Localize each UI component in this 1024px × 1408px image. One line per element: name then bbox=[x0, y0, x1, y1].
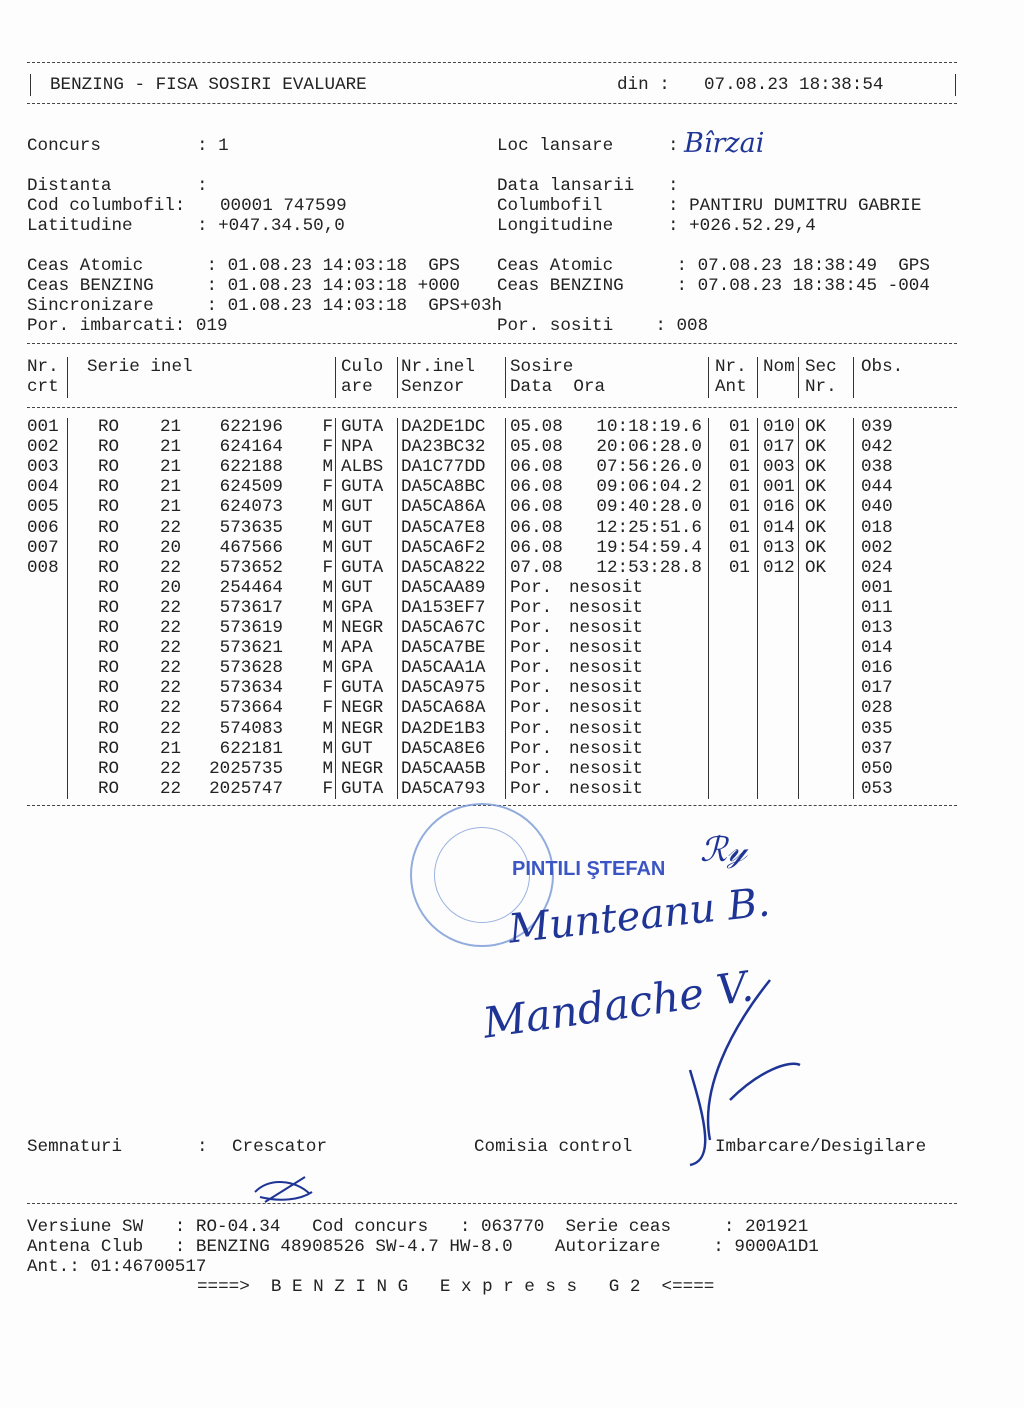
cod-label: Cod columbofil: bbox=[27, 196, 186, 216]
cell-arrival-date: Por. bbox=[510, 678, 553, 699]
cell-ring-number: 573664 bbox=[219, 698, 283, 719]
cell-obs: 014 bbox=[861, 638, 893, 659]
cell-ring-number: 574083 bbox=[219, 718, 283, 739]
cell-color: APA bbox=[341, 638, 373, 659]
cell-country: RO bbox=[98, 718, 120, 739]
cell-obs: 028 bbox=[861, 698, 893, 719]
cell-sex: M bbox=[322, 738, 333, 759]
column-divider bbox=[397, 357, 398, 398]
cell-nom: 010 bbox=[763, 417, 795, 437]
cell-arrival-time: 09:40:28.0 bbox=[596, 497, 702, 518]
cell-nr-ant: 01 bbox=[728, 437, 750, 458]
cell-country: RO bbox=[98, 597, 120, 618]
cell-sex: M bbox=[322, 618, 333, 638]
cell-ring-number: 573628 bbox=[219, 658, 283, 679]
cell-sensor: DA153EF7 bbox=[401, 597, 486, 618]
cell-color: GUT bbox=[341, 577, 373, 598]
cell-sensor: DA5CAA1A bbox=[401, 658, 486, 679]
cell-arrival-time: nesosit bbox=[569, 698, 643, 719]
cell-arrival-date: 06.08 bbox=[510, 457, 563, 478]
cell-arrival-time: 10:18:19.6 bbox=[596, 417, 702, 437]
cell-sex: F bbox=[322, 557, 333, 578]
cell-obs: 001 bbox=[861, 577, 893, 598]
cell-color: NEGR bbox=[341, 758, 384, 779]
concurs-value: : 1 bbox=[197, 136, 229, 156]
cell-color: NPA bbox=[341, 437, 373, 458]
cell-year: 20 bbox=[160, 577, 182, 598]
cell-color: NEGR bbox=[341, 718, 384, 739]
cell-nr-crt: 003 bbox=[27, 457, 59, 478]
cell-country: RO bbox=[98, 457, 120, 478]
column-divider bbox=[505, 357, 506, 398]
cell-ring-number: 2025747 bbox=[209, 778, 283, 799]
cell-ring-number: 622181 bbox=[219, 738, 283, 759]
header-data-ora: Data Ora bbox=[510, 377, 606, 397]
cell-color: GUTA bbox=[341, 417, 384, 437]
cell-year: 22 bbox=[160, 517, 182, 538]
cell-nom: 016 bbox=[763, 497, 795, 518]
cell-nr-crt: 002 bbox=[27, 437, 59, 458]
cell-year: 22 bbox=[160, 698, 182, 719]
cell-ring-number: 624164 bbox=[219, 437, 283, 458]
cell-year: 21 bbox=[160, 457, 182, 478]
date-label: din : bbox=[617, 75, 670, 95]
cell-color: GUT bbox=[341, 517, 373, 538]
cell-sec-nr: OK bbox=[805, 537, 827, 558]
cell-nr-crt: 004 bbox=[27, 477, 59, 498]
cell-obs: 050 bbox=[861, 758, 893, 779]
cell-ring-number: 622188 bbox=[219, 457, 283, 478]
cell-arrival-date: Por. bbox=[510, 597, 553, 618]
column-divider bbox=[335, 357, 336, 398]
cell-country: RO bbox=[98, 618, 120, 638]
cell-nr-ant: 01 bbox=[728, 517, 750, 538]
sync-line: Sincronizare : 01.08.23 14:03:18 GPS+03h bbox=[27, 296, 503, 316]
cell-year: 22 bbox=[160, 597, 182, 618]
cell-sex: M bbox=[322, 718, 333, 739]
cell-obs: 011 bbox=[861, 597, 893, 618]
footer-line-3: Ant.: 01:46700517 bbox=[27, 1257, 207, 1277]
cell-year: 22 bbox=[160, 658, 182, 679]
header-culo: Culo bbox=[341, 357, 384, 377]
cell-arrival-date: 06.08 bbox=[510, 537, 563, 558]
column-divider bbox=[335, 418, 336, 799]
cell-year: 22 bbox=[160, 758, 182, 779]
cell-ring-number: 2025735 bbox=[209, 758, 283, 779]
cell-arrival-time: nesosit bbox=[569, 577, 643, 598]
cell-color: GPA bbox=[341, 597, 373, 618]
loc-handwritten: Bîrzai bbox=[684, 128, 765, 159]
footer-line-1: Versiune SW : RO-04.34 Cod concurs : 063770 Serie ceas : 201921 bbox=[27, 1217, 809, 1237]
cell-sex: M bbox=[322, 577, 333, 598]
cell-country: RO bbox=[98, 778, 120, 799]
cell-sex: M bbox=[322, 537, 333, 558]
cell-nr-crt: 005 bbox=[27, 497, 59, 518]
cell-obs: 016 bbox=[861, 658, 893, 679]
cell-sensor: DA5CA68A bbox=[401, 698, 486, 719]
cell-sex: M bbox=[322, 658, 333, 679]
column-divider bbox=[798, 357, 799, 398]
cell-obs: 037 bbox=[861, 738, 893, 759]
cell-arrival-date: Por. bbox=[510, 778, 553, 799]
cell-nom: 003 bbox=[763, 457, 795, 478]
cell-arrival-time: nesosit bbox=[569, 778, 643, 799]
cell-arrival-time: nesosit bbox=[569, 658, 643, 679]
cell-country: RO bbox=[98, 497, 120, 518]
cell-obs: 040 bbox=[861, 497, 893, 518]
cell-sensor: DA5CA793 bbox=[401, 778, 486, 799]
column-divider bbox=[757, 357, 758, 398]
cell-year: 21 bbox=[160, 417, 182, 437]
header-sosire: Sosire bbox=[510, 357, 574, 377]
cell-arrival-time: 07:56:26.0 bbox=[596, 457, 702, 478]
cell-nom: 012 bbox=[763, 557, 795, 578]
cell-ring-number: 624073 bbox=[219, 497, 283, 518]
lat-label: Latitudine bbox=[27, 216, 133, 236]
cell-nr-ant: 01 bbox=[728, 417, 750, 437]
header-senzor: Senzor bbox=[401, 377, 465, 397]
cell-arrival-time: 19:54:59.4 bbox=[596, 537, 702, 558]
column-divider bbox=[67, 418, 68, 799]
cell-year: 22 bbox=[160, 718, 182, 739]
cell-arrival-date: Por. bbox=[510, 738, 553, 759]
cell-nom: 017 bbox=[763, 437, 795, 458]
cell-country: RO bbox=[98, 577, 120, 598]
signature-mandache: Mandache V. bbox=[479, 961, 757, 1048]
cell-country: RO bbox=[98, 658, 120, 679]
clock-benzing-end: Ceas BENZING : 07.08.23 18:38:45 -004 bbox=[497, 276, 930, 296]
cell-color: GUTA bbox=[341, 778, 384, 799]
cell-arrival-time: 09:06:04.2 bbox=[596, 477, 702, 498]
header-inel: Nr.inel bbox=[401, 357, 475, 377]
cell-arrival-date: Por. bbox=[510, 698, 553, 719]
cell-sex: F bbox=[322, 698, 333, 719]
cell-color: GUTA bbox=[341, 678, 384, 699]
cell-ring-number: 573652 bbox=[219, 557, 283, 578]
cell-sec-nr: OK bbox=[805, 557, 827, 578]
cell-sensor: DA2DE1DC bbox=[401, 417, 486, 437]
cell-color: NEGR bbox=[341, 618, 384, 638]
column-divider bbox=[708, 418, 709, 799]
columbofil-value: : PANTIRU DUMITRU GABRIE bbox=[668, 196, 922, 216]
header-obs: Obs. bbox=[861, 357, 904, 377]
cell-arrival-date: Por. bbox=[510, 638, 553, 659]
semnaturi-sep: : bbox=[197, 1137, 208, 1157]
cell-nr-crt: 001 bbox=[27, 417, 59, 437]
cell-sex: F bbox=[322, 437, 333, 458]
cell-ring-number: 467566 bbox=[219, 537, 283, 558]
divider bbox=[27, 1203, 957, 1204]
cell-obs: 039 bbox=[861, 417, 893, 437]
cell-year: 21 bbox=[160, 497, 182, 518]
cell-ring-number: 573619 bbox=[219, 618, 283, 638]
cell-country: RO bbox=[98, 758, 120, 779]
cell-arrival-time: nesosit bbox=[569, 597, 643, 618]
cell-sex: F bbox=[322, 417, 333, 437]
header-crt: crt bbox=[27, 377, 59, 397]
column-divider bbox=[853, 357, 854, 398]
cell-sensor: DA5CA7E8 bbox=[401, 517, 486, 538]
header-nom: Nom bbox=[763, 357, 795, 377]
cell-arrival-time: 12:53:28.8 bbox=[596, 557, 702, 578]
cell-arrival-date: Por. bbox=[510, 658, 553, 679]
divider bbox=[27, 62, 957, 63]
imbarcare-label: Imbarcare/Desigilare bbox=[715, 1137, 927, 1157]
cell-color: GUTA bbox=[341, 557, 384, 578]
cell-sec-nr: OK bbox=[805, 497, 827, 518]
cell-sex: M bbox=[322, 597, 333, 618]
cell-nr-crt: 008 bbox=[27, 557, 59, 578]
cell-color: GUT bbox=[341, 738, 373, 759]
comisia-label: Comisia control bbox=[474, 1137, 633, 1157]
cell-country: RO bbox=[98, 477, 120, 498]
clock-atomic-end: Ceas Atomic : 07.08.23 18:38:49 GPS bbox=[497, 256, 930, 276]
header-nr: Nr. bbox=[27, 357, 59, 377]
stamp-name: PINTILI ŞTEFAN bbox=[512, 858, 666, 880]
date-value: 07.08.23 18:38:54 bbox=[704, 75, 884, 95]
cell-country: RO bbox=[98, 517, 120, 538]
footer-line-2: Antena Club : BENZING 48908526 SW-4.7 HW-8.0 Autorizare : 9000A1D1 bbox=[27, 1237, 819, 1257]
cell-obs: 053 bbox=[861, 778, 893, 799]
cell-arrival-time: 12:25:51.6 bbox=[596, 517, 702, 538]
crescator-label: Crescator bbox=[232, 1137, 328, 1157]
cell-obs: 042 bbox=[861, 437, 893, 458]
signature-munteanu: Munteanu B. bbox=[506, 879, 773, 953]
cell-arrival-date: Por. bbox=[510, 577, 553, 598]
cell-arrival-time: nesosit bbox=[569, 758, 643, 779]
header-sec-nr: Nr. bbox=[805, 377, 837, 397]
divider bbox=[30, 74, 31, 96]
cell-sensor: DA5CA975 bbox=[401, 678, 486, 699]
cell-obs: 038 bbox=[861, 457, 893, 478]
data-lansarii-value: : bbox=[668, 176, 679, 196]
cell-sensor: DA1C77DD bbox=[401, 457, 486, 478]
cell-arrival-date: Por. bbox=[510, 718, 553, 739]
column-divider bbox=[397, 418, 398, 799]
header-nr-ant: Nr. bbox=[715, 357, 747, 377]
cell-sec-nr: OK bbox=[805, 417, 827, 437]
semnaturi-label: Semnaturi bbox=[27, 1137, 123, 1157]
concurs-label: Concurs bbox=[27, 136, 101, 156]
cell-nr-ant: 01 bbox=[728, 537, 750, 558]
cell-arrival-date: Por. bbox=[510, 758, 553, 779]
cell-nr-ant: 01 bbox=[728, 457, 750, 478]
columbofil-label: Columbofil bbox=[497, 196, 603, 216]
column-divider bbox=[853, 418, 854, 799]
cell-nr-ant: 01 bbox=[728, 557, 750, 578]
cell-nr-crt: 007 bbox=[27, 537, 59, 558]
divider bbox=[955, 74, 956, 96]
imbarcati: Por. imbarcati: 019 bbox=[27, 316, 228, 336]
cell-obs: 044 bbox=[861, 477, 893, 498]
cell-sensor: DA23BC32 bbox=[401, 437, 486, 458]
cell-sex: M bbox=[322, 638, 333, 659]
data-lansarii-label: Data lansarii bbox=[497, 176, 635, 196]
cell-sec-nr: OK bbox=[805, 457, 827, 478]
cell-ring-number: 573617 bbox=[219, 597, 283, 618]
divider bbox=[27, 343, 957, 344]
cell-nom: 013 bbox=[763, 537, 795, 558]
cell-year: 22 bbox=[160, 778, 182, 799]
cell-obs: 013 bbox=[861, 618, 893, 638]
cell-sex: M bbox=[322, 497, 333, 518]
cell-arrival-date: 06.08 bbox=[510, 477, 563, 498]
distanta-label: Distanta bbox=[27, 176, 112, 196]
footer-line-4: ====> B E N Z I N G E x p r e s s G 2 <==== bbox=[197, 1277, 715, 1297]
cell-nr-ant: 01 bbox=[728, 477, 750, 498]
cell-ring-number: 254464 bbox=[219, 577, 283, 598]
column-divider bbox=[67, 357, 68, 398]
cell-arrival-date: 07.08 bbox=[510, 557, 563, 578]
divider bbox=[27, 407, 957, 408]
column-divider bbox=[757, 418, 758, 799]
header-ant: Ant bbox=[715, 377, 747, 397]
clock-atomic-start: Ceas Atomic : 01.08.23 14:03:18 GPS bbox=[27, 256, 460, 276]
cell-ring-number: 573635 bbox=[219, 517, 283, 538]
cell-year: 21 bbox=[160, 477, 182, 498]
cell-obs: 024 bbox=[861, 557, 893, 578]
cell-arrival-time: 20:06:28.0 bbox=[596, 437, 702, 458]
cell-sec-nr: OK bbox=[805, 437, 827, 458]
column-divider bbox=[798, 418, 799, 799]
cell-sex: M bbox=[322, 758, 333, 779]
cell-country: RO bbox=[98, 698, 120, 719]
cell-arrival-date: 05.08 bbox=[510, 437, 563, 458]
cell-country: RO bbox=[98, 678, 120, 699]
cell-sex: F bbox=[322, 778, 333, 799]
cell-color: NEGR bbox=[341, 698, 384, 719]
long-value: : +026.52.29,4 bbox=[668, 216, 816, 236]
cell-nom: 001 bbox=[763, 477, 795, 498]
signature-mark: ℛ𝓎 bbox=[700, 830, 747, 870]
cell-obs: 017 bbox=[861, 678, 893, 699]
cell-year: 20 bbox=[160, 537, 182, 558]
cell-nr-crt: 006 bbox=[27, 517, 59, 538]
cell-sec-nr: OK bbox=[805, 517, 827, 538]
page-title: BENZING - FISA SOSIRI EVALUARE bbox=[50, 75, 367, 95]
distanta-value: : bbox=[197, 176, 208, 196]
cell-year: 22 bbox=[160, 638, 182, 659]
cell-country: RO bbox=[98, 437, 120, 458]
cell-arrival-date: 06.08 bbox=[510, 497, 563, 518]
loc-sep: : bbox=[668, 136, 679, 156]
lat-value: : +047.34.50,0 bbox=[197, 216, 345, 236]
cell-sex: M bbox=[322, 517, 333, 538]
cell-year: 22 bbox=[160, 557, 182, 578]
cell-year: 22 bbox=[160, 678, 182, 699]
cell-color: GPA bbox=[341, 658, 373, 679]
column-divider bbox=[505, 418, 506, 799]
cell-sensor: DA5CAA5B bbox=[401, 758, 486, 779]
cell-sensor: DA5CA8BC bbox=[401, 477, 486, 498]
cell-color: GUT bbox=[341, 537, 373, 558]
cell-sex: F bbox=[322, 477, 333, 498]
cell-country: RO bbox=[98, 638, 120, 659]
header-sec: Sec bbox=[805, 357, 837, 377]
cell-ring-number: 573634 bbox=[219, 678, 283, 699]
cell-sensor: DA2DE1B3 bbox=[401, 718, 486, 739]
cell-ring-number: 622196 bbox=[219, 417, 283, 437]
cell-year: 21 bbox=[160, 437, 182, 458]
cell-obs: 018 bbox=[861, 517, 893, 538]
header-are: are bbox=[341, 377, 373, 397]
cell-country: RO bbox=[98, 557, 120, 578]
cell-arrival-time: nesosit bbox=[569, 618, 643, 638]
cell-ring-number: 624509 bbox=[219, 477, 283, 498]
cell-country: RO bbox=[98, 738, 120, 759]
sositi: Por. sositi : 008 bbox=[497, 316, 709, 336]
cell-sex: M bbox=[322, 457, 333, 478]
cell-sensor: DA5CA822 bbox=[401, 557, 486, 578]
cell-sensor: DA5CA8E6 bbox=[401, 738, 486, 759]
cell-color: GUT bbox=[341, 497, 373, 518]
clock-benzing-start: Ceas BENZING : 01.08.23 14:03:18 +000 bbox=[27, 276, 460, 296]
cell-ring-number: 573621 bbox=[219, 638, 283, 659]
cell-sensor: DA5CA86A bbox=[401, 497, 486, 518]
column-divider bbox=[708, 357, 709, 398]
cell-year: 21 bbox=[160, 738, 182, 759]
long-label: Longitudine bbox=[497, 216, 614, 236]
cell-arrival-time: nesosit bbox=[569, 638, 643, 659]
cell-color: GUTA bbox=[341, 477, 384, 498]
loc-label: Loc lansare bbox=[497, 136, 614, 156]
cell-sensor: DA5CA67C bbox=[401, 618, 486, 638]
cell-nom: 014 bbox=[763, 517, 795, 538]
cell-sec-nr: OK bbox=[805, 477, 827, 498]
cell-color: ALBS bbox=[341, 457, 384, 478]
cod-value: 00001 747599 bbox=[220, 196, 347, 216]
cell-sensor: DA5CAA89 bbox=[401, 577, 486, 598]
cell-country: RO bbox=[98, 417, 120, 437]
cell-country: RO bbox=[98, 537, 120, 558]
header-serie: Serie inel bbox=[87, 357, 193, 377]
divider bbox=[27, 103, 957, 104]
cell-year: 22 bbox=[160, 618, 182, 638]
cell-arrival-date: 05.08 bbox=[510, 417, 563, 437]
cell-arrival-time: nesosit bbox=[569, 678, 643, 699]
cell-arrival-date: Por. bbox=[510, 618, 553, 638]
cell-obs: 035 bbox=[861, 718, 893, 739]
cell-arrival-time: nesosit bbox=[569, 738, 643, 759]
cell-nr-ant: 01 bbox=[728, 497, 750, 518]
cell-obs: 002 bbox=[861, 537, 893, 558]
cell-arrival-time: nesosit bbox=[569, 718, 643, 739]
cell-sensor: DA5CA7BE bbox=[401, 638, 486, 659]
cell-sensor: DA5CA6F2 bbox=[401, 537, 486, 558]
cell-arrival-date: 06.08 bbox=[510, 517, 563, 538]
cell-sex: F bbox=[322, 678, 333, 699]
